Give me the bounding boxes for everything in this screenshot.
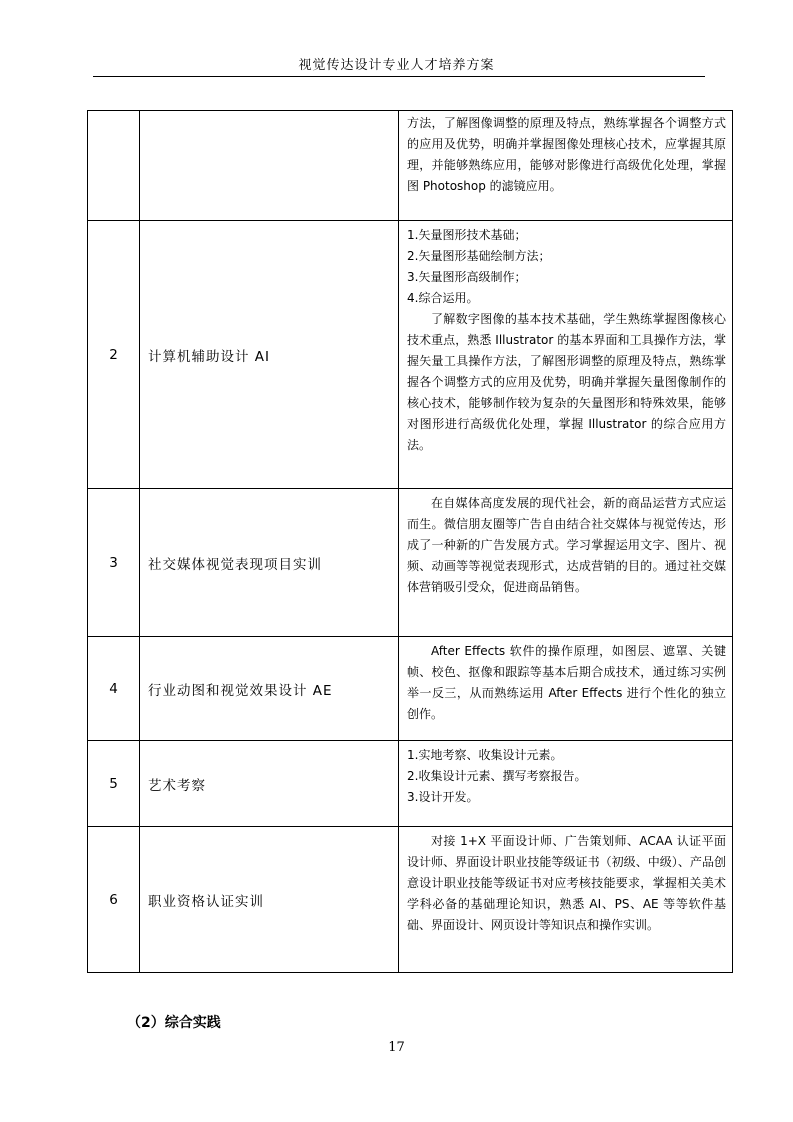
content-paragraph: 了解数字图像的基本技术基础，学生熟练掌握图像核心技术重点，熟悉 Illustrator 的基本界面和工具操作方法，掌握矢量工具操作方法，了解图形调整的原理及特点，熟练掌握各个调整方式的应用及优势，明确并掌握矢量图像制作的核心技术，能够制作较为复杂的矢量图形和特殊效果，能够对图形进行高级优化处理，掌握 Illustrator 的综合应用方法。 xyxy=(407,312,726,452)
content-line: 4.综合运用。 xyxy=(407,291,479,305)
page-header-title: 视觉传达设计专业人才培养方案 xyxy=(298,58,495,73)
course-content xyxy=(399,111,733,221)
table-row xyxy=(88,489,733,637)
content-paragraph: After Effects 软件的操作原理，如图层、遮罩、关键帧、校色、抠像和跟踪等基本后期合成技术，通过练习实例举一反三，从而熟练运用 After Effects 进行个性化的独立创作。 xyxy=(407,644,726,721)
header-divider xyxy=(93,76,705,77)
course-name: 职业资格认证实训 xyxy=(140,827,399,973)
row-number: 4 xyxy=(88,637,140,741)
table-row xyxy=(88,637,733,741)
table-row xyxy=(88,111,733,221)
row-number: 6 xyxy=(88,827,140,973)
course-name: 社交媒体视觉表现项目实训 xyxy=(140,489,399,637)
row-number: 5 xyxy=(88,741,140,827)
course-name xyxy=(140,111,399,221)
row-number: 2 xyxy=(88,221,140,489)
row-number xyxy=(88,111,140,221)
content-line: 3.矢量图形高级制作； xyxy=(407,270,527,284)
table-row xyxy=(88,221,733,489)
course-content xyxy=(399,637,733,741)
content-paragraph: 对接 1+X 平面设计师、广告策划师、ACAA 认证平面设计师、界面设计职业技能等级证书（初级、中级）、产品创意设计职业技能等级证书对应考核技能要求，掌握相关美术学科必备的基础理论知识，熟悉 AI、PS、AE 等等软件基础、界面设计、网页设计等知识点和操作实训。 xyxy=(407,834,726,932)
row-number: 3 xyxy=(88,489,140,637)
content-line: 1.实地考察、收集设计元素。 xyxy=(407,748,563,762)
table-row xyxy=(88,827,733,973)
course-name: 行业动图和视觉效果设计 AE xyxy=(140,637,399,741)
course-content xyxy=(399,827,733,973)
content-line: 3.设计开发。 xyxy=(407,790,479,804)
course-name: 艺术考察 xyxy=(140,741,399,827)
content-paragraph: 方法，了解图像调整的原理及特点，熟练掌握各个调整方式的应用及优势，明确并掌握图像处理核心技术，应掌握其原理，并能够熟练应用，能够对影像进行高级优化处理，掌握图 Photoshop 的滤镜应用。 xyxy=(407,116,726,193)
content-paragraph: 在自媒体高度发展的现代社会，新的商品运营方式应运而生。微信朋友圈等广告自由结合社交媒体与视觉传达，形成了一种新的广告发展方式。学习掌握运用文字、图片、视频、动画等等视觉表现形式，达成营销的目的。通过社交媒体营销吸引受众，促进商品销售。 xyxy=(407,496,726,594)
content-line: 2.矢量图形基础绘制方法； xyxy=(407,249,551,263)
course-name: 计算机辅助设计 AI xyxy=(140,221,399,489)
content-line: 1.矢量图形技术基础； xyxy=(407,228,527,242)
course-content xyxy=(399,741,733,827)
course-content xyxy=(399,489,733,637)
table-row xyxy=(88,741,733,827)
section-title: （2）综合实践 xyxy=(127,1015,221,1031)
page-number: 17 xyxy=(388,1040,405,1055)
course-content xyxy=(399,221,733,489)
content-line: 2.收集设计元素、撰写考察报告。 xyxy=(407,769,587,783)
course-table xyxy=(87,110,733,973)
